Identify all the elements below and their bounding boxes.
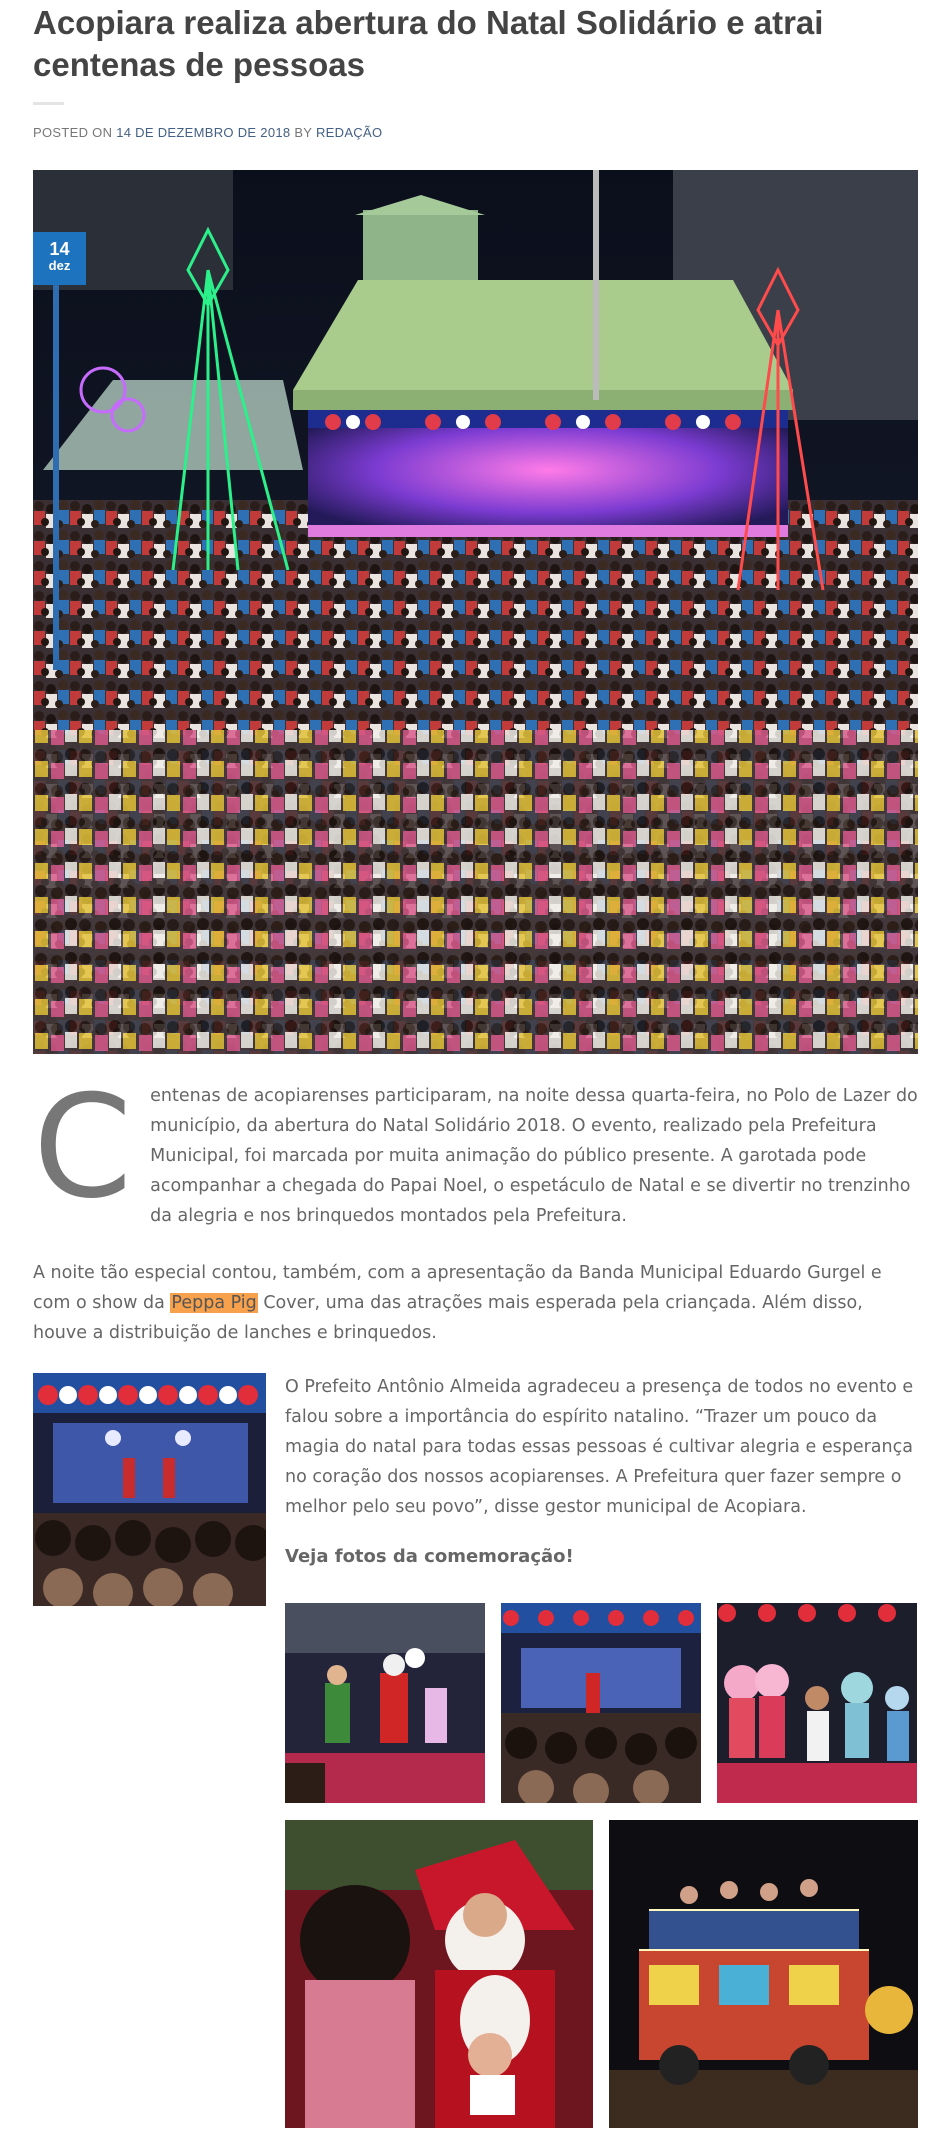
paragraph-3: O Prefeito Antônio Almeida agradeceu a presença de todos no evento e falou sobre a importância do espírito natalino. “Trazer um pouco da magia do natal para todas essas pessoas é cultivar alegria e esperança no coração dos nossos acopiarenses. A Prefeitura quer fazer sempre o melhor pelo seu povo”, disse gestor municipal de Acopiara. (285, 1377, 914, 1517)
post-date-link[interactable]: 14 DE DEZEMBRO DE 2018 (116, 125, 291, 140)
paragraph-1-text: entenas de acopiarenses participaram, na noite dessa quarta-feira, no Polo de Lazer do município, da abertura do Natal Solidário 2018. O evento, realizado pela Prefeitura Municipal, foi marcada por muita animação do público presente. A garotada pode acompanhar a chegada do Papai Noel, o espetáculo de Natal e se divertir no trenzinho da alegria e nos brinquedos montados pela Prefeitura. (150, 1086, 918, 1226)
paragraph-2-after: Cover, uma das atrações mais esperada pela criançada. Além disso, houve a distribuição de lanches e brinquedos. (33, 1293, 863, 1343)
gallery-photo-4-graphic (285, 1820, 593, 2128)
date-badge (33, 232, 86, 285)
gallery-photo-2[interactable] (501, 1603, 701, 1803)
highlighted-text: Peppa Pig (171, 1293, 257, 1313)
band-photo[interactable] (33, 1373, 266, 1606)
gallery-heading: Veja fotos da comemoração! (285, 1546, 574, 1567)
featured-image[interactable] (33, 170, 918, 1054)
paragraph-1 (33, 1065, 918, 1231)
paragraph-2 (33, 1258, 918, 1348)
author-link[interactable]: REDAÇÃO (315, 125, 383, 140)
meta-prefix: POSTED ON (33, 125, 113, 140)
post-meta (33, 125, 382, 140)
gallery-photo-5[interactable] (609, 1820, 918, 2128)
gallery-photo-5-graphic (609, 1820, 918, 2128)
gallery-photo-4[interactable] (285, 1820, 593, 2128)
gallery-photo-1-graphic (285, 1603, 485, 1803)
title-divider (33, 102, 64, 105)
drop-cap: C (33, 1065, 133, 1230)
date-badge-month: dez (48, 258, 71, 273)
date-badge-day: 14 (49, 239, 70, 259)
article-title: Acopiara realiza abertura do Natal Solidário e atrai centenas de pessoas (33, 4, 824, 83)
gallery-photo-3[interactable] (717, 1603, 917, 1803)
gallery-photo-1[interactable] (285, 1603, 485, 1803)
featured-image-graphic (33, 170, 918, 1054)
paragraph-2-before: A noite tão especial contou, também, com a apresentação da Banda Municipal Eduardo Gurgel e com o show da (33, 1263, 882, 1313)
meta-by: BY (294, 125, 313, 140)
gallery-photo-3-graphic (717, 1603, 917, 1803)
band-photo-graphic (33, 1373, 266, 1606)
gallery-photo-2-graphic (501, 1603, 701, 1803)
